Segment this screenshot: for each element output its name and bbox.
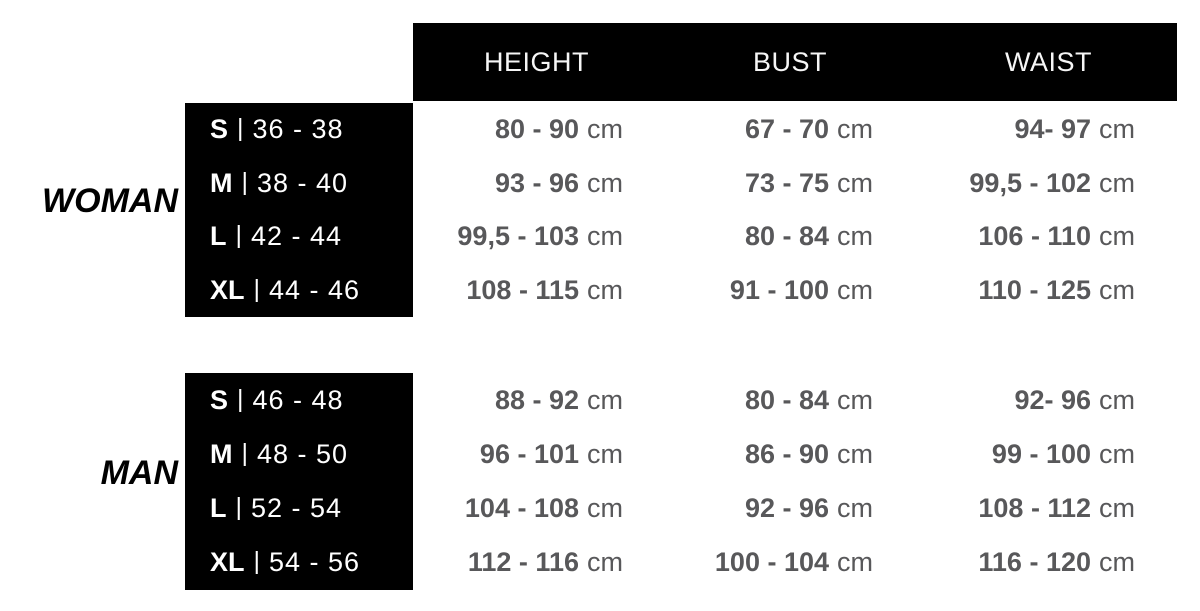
height-value: 112 - 116 cm xyxy=(467,547,623,578)
waist-value: 92- 96 cm xyxy=(1014,384,1135,415)
man-size-row-xl xyxy=(185,536,413,590)
table-row xyxy=(413,427,1177,481)
table-row xyxy=(413,482,1177,536)
woman-size-row-xl xyxy=(185,264,413,318)
size-range: 52 - 54 xyxy=(251,493,343,524)
unit-label: cm xyxy=(837,274,873,305)
waist-value: 99,5 - 102 cm xyxy=(969,167,1135,198)
waist-value: 94- 97 cm xyxy=(1014,114,1135,145)
size-separator: | xyxy=(237,114,244,143)
table-header xyxy=(413,23,1177,101)
table-row xyxy=(413,103,1177,157)
column-header-bust: BUST xyxy=(752,46,827,77)
unit-label: cm xyxy=(1099,438,1135,469)
man-size-row-m xyxy=(185,427,413,481)
unit-label: cm xyxy=(587,274,623,305)
bust-value: 67 - 70 cm xyxy=(744,114,873,145)
unit-label: cm xyxy=(837,493,873,524)
unit-label: cm xyxy=(1099,167,1135,198)
bust-value: 73 - 75 cm xyxy=(744,167,873,198)
table-row xyxy=(413,264,1177,318)
height-value: 88 - 92 cm xyxy=(494,384,623,415)
size-letter: XL xyxy=(210,547,245,578)
unit-label: cm xyxy=(1099,547,1135,578)
unit-label: cm xyxy=(837,114,873,145)
unit-label: cm xyxy=(587,547,623,578)
woman-measurements xyxy=(413,103,1177,317)
size-range: 48 - 50 xyxy=(257,438,349,469)
height-value: 93 - 96 cm xyxy=(494,167,623,198)
bust-value: 86 - 90 cm xyxy=(744,438,873,469)
unit-label: cm xyxy=(587,384,623,415)
size-separator: | xyxy=(235,221,242,250)
size-letter: L xyxy=(210,493,227,524)
unit-label: cm xyxy=(587,438,623,469)
table-row xyxy=(413,536,1177,590)
height-value: 80 - 90 cm xyxy=(494,114,623,145)
unit-label: cm xyxy=(1099,274,1135,305)
height-value: 108 - 115 cm xyxy=(466,274,623,305)
waist-value: 106 - 110 cm xyxy=(978,221,1135,252)
unit-label: cm xyxy=(1099,114,1135,145)
unit-label: cm xyxy=(587,493,623,524)
table-row xyxy=(413,210,1177,264)
woman-size-row-m xyxy=(185,157,413,211)
size-range: 42 - 44 xyxy=(251,221,343,252)
unit-label: cm xyxy=(1099,221,1135,252)
height-value: 104 - 108 cm xyxy=(464,493,623,524)
table-row xyxy=(413,373,1177,427)
size-letter: XL xyxy=(210,274,245,305)
unit-label: cm xyxy=(1099,493,1135,524)
bust-value: 100 - 104 cm xyxy=(714,547,873,578)
bust-value: 91 - 100 cm xyxy=(729,274,873,305)
unit-label: cm xyxy=(587,221,623,252)
size-separator: | xyxy=(253,274,261,303)
column-header-waist: WAIST xyxy=(1005,46,1092,77)
bust-value: 92 - 96 cm xyxy=(744,493,873,524)
size-range: 36 - 38 xyxy=(252,114,344,145)
bust-value: 80 - 84 cm xyxy=(744,384,873,415)
size-letter: M xyxy=(210,438,233,469)
waist-value: 110 - 125 cm xyxy=(978,274,1135,305)
height-value: 96 - 101 cm xyxy=(479,438,623,469)
man-measurements xyxy=(413,373,1177,590)
waist-value: 116 - 120 cm xyxy=(978,547,1135,578)
unit-label: cm xyxy=(837,547,873,578)
size-separator: | xyxy=(237,384,244,413)
unit-label: cm xyxy=(837,221,873,252)
man-size-row-l xyxy=(185,482,413,536)
size-range: 38 - 40 xyxy=(257,167,349,198)
size-range: 46 - 48 xyxy=(252,384,344,415)
unit-label: cm xyxy=(1099,384,1135,415)
size-separator: | xyxy=(253,547,261,576)
size-letter: S xyxy=(210,114,229,145)
table-row xyxy=(413,157,1177,211)
size-range: 44 - 46 xyxy=(269,274,361,305)
size-separator: | xyxy=(235,493,242,522)
woman-size-column xyxy=(185,103,413,317)
unit-label: cm xyxy=(837,438,873,469)
group-label-woman: WOMAN xyxy=(42,182,178,220)
size-letter: S xyxy=(210,384,229,415)
waist-value: 99 - 100 cm xyxy=(991,438,1135,469)
unit-label: cm xyxy=(837,384,873,415)
woman-size-row-l xyxy=(185,210,413,264)
size-letter: M xyxy=(210,167,233,198)
unit-label: cm xyxy=(837,167,873,198)
size-separator: | xyxy=(241,167,248,196)
size-range: 54 - 56 xyxy=(269,547,361,578)
group-label-man: MAN xyxy=(100,454,178,492)
size-letter: L xyxy=(210,221,227,252)
unit-label: cm xyxy=(587,167,623,198)
woman-size-row-s xyxy=(185,103,413,157)
man-size-column xyxy=(185,373,413,590)
waist-value: 108 - 112 cm xyxy=(978,493,1135,524)
height-value: 99,5 - 103 cm xyxy=(457,221,623,252)
column-header-height: HEIGHT xyxy=(483,46,589,77)
bust-value: 80 - 84 cm xyxy=(744,221,873,252)
unit-label: cm xyxy=(587,114,623,145)
size-separator: | xyxy=(241,438,248,467)
man-size-row-s xyxy=(185,373,413,427)
